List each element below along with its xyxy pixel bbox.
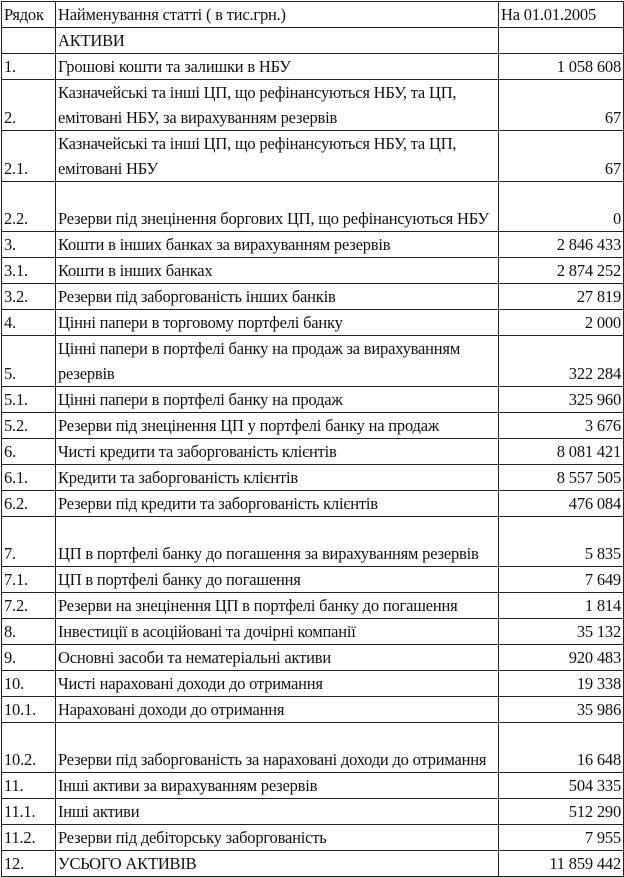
row-value: 920 483 (499, 645, 624, 671)
row-item-name: Кредити та заборгованість клієнтів (56, 465, 499, 491)
row-item-name: Інші активи (56, 799, 499, 825)
row-value: 16 648 (499, 723, 624, 773)
row-item-name: Цінні папери в торговому портфелі банку (56, 310, 499, 336)
table-row (2, 825, 624, 851)
row-number: 5. (2, 336, 56, 387)
row-number: 4. (2, 310, 56, 336)
table-row (2, 465, 624, 491)
table-row (2, 387, 624, 413)
row-number: 7. (2, 517, 56, 567)
table-row (2, 851, 624, 877)
row-number: 3.2. (2, 284, 56, 310)
row-item-name: Резерви під кредити та заборгованість клієнтів (56, 491, 499, 517)
row-value: 11 859 442 (499, 851, 624, 877)
table-row (2, 182, 624, 232)
row-number: 7.1. (2, 567, 56, 593)
row-value: 1 058 608 (499, 54, 624, 80)
row-number: 6. (2, 439, 56, 465)
row-item-name: ЦП в портфелі банку до погашення за вирахуванням резервів (56, 517, 499, 567)
row-number: 1. (2, 54, 56, 80)
row-number: 2.2. (2, 182, 56, 232)
row-value: 8 081 421 (499, 439, 624, 465)
row-value: 512 290 (499, 799, 624, 825)
row-value: 19 338 (499, 671, 624, 697)
row-item-name: Чисті нараховані доходи до отримання (56, 671, 499, 697)
section-value-cell (499, 28, 624, 54)
table-row (2, 517, 624, 567)
row-number: 6.2. (2, 491, 56, 517)
table-row (2, 723, 624, 773)
section-title: АКТИВИ (56, 28, 499, 54)
row-value: 35 132 (499, 619, 624, 645)
row-item-name: Інші активи за вирахуванням резервів (56, 773, 499, 799)
row-number: 2. (2, 80, 56, 131)
row-value: 504 335 (499, 773, 624, 799)
row-value: 8 557 505 (499, 465, 624, 491)
row-value: 2 874 252 (499, 258, 624, 284)
row-number: 8. (2, 619, 56, 645)
row-item-name: Резерви під знецінення боргових ЦП, що рефінансуються НБУ (56, 182, 499, 232)
section-number-cell (2, 28, 56, 54)
row-number: 5.1. (2, 387, 56, 413)
row-value: 7 955 (499, 825, 624, 851)
row-item-name: Інвестиції в асоційовані та дочірні компанії (56, 619, 499, 645)
row-item-name: Кошти в інших банках за вирахуванням резервів (56, 232, 499, 258)
row-value: 5 835 (499, 517, 624, 567)
row-item-name: Казначейські та інші ЦП, що рефінансуються НБУ, та ЦП, емітовані НБУ, за вирахуванням резервів (56, 80, 499, 131)
row-number: 5.2. (2, 413, 56, 439)
section-row (2, 28, 624, 54)
row-number: 2.1. (2, 131, 56, 182)
row-number: 11. (2, 773, 56, 799)
row-value: 0 (499, 182, 624, 232)
table-row (2, 799, 624, 825)
row-number: 10.2. (2, 723, 56, 773)
row-value: 1 814 (499, 593, 624, 619)
header-date: На 01.01.2005 (499, 2, 624, 28)
header-row (2, 2, 624, 28)
table-row (2, 232, 624, 258)
table-row (2, 80, 624, 131)
row-number: 3.1. (2, 258, 56, 284)
row-value: 322 284 (499, 336, 624, 387)
row-value: 3 676 (499, 413, 624, 439)
table-row (2, 439, 624, 465)
row-item-name: Резерви на знецінення ЦП в портфелі банку до погашення (56, 593, 499, 619)
row-item-name: Цінні папери в портфелі банку на продаж (56, 387, 499, 413)
row-item-name: Грошові кошти та залишки в НБУ (56, 54, 499, 80)
row-number: 11.1. (2, 799, 56, 825)
row-number: 10.1. (2, 697, 56, 723)
row-value: 35 986 (499, 697, 624, 723)
row-item-name: Резерви під дебіторську заборгованість (56, 825, 499, 851)
row-item-name: Резерви під заборгованість за нараховані доходи до отримання (56, 723, 499, 773)
table-row (2, 671, 624, 697)
table-row (2, 645, 624, 671)
table-row (2, 54, 624, 80)
table-row (2, 310, 624, 336)
table-row (2, 619, 624, 645)
row-value: 67 (499, 80, 624, 131)
table-row (2, 567, 624, 593)
row-item-name: ЦП в портфелі банку до погашення (56, 567, 499, 593)
balance-sheet-table (1, 1, 624, 877)
row-item-name: Основні засоби та нематеріальні активи (56, 645, 499, 671)
row-number: 6.1. (2, 465, 56, 491)
table-row (2, 593, 624, 619)
row-item-name: Казначейські та інші ЦП, що рефінансуються НБУ, та ЦП, емітовані НБУ (56, 131, 499, 182)
row-value: 7 649 (499, 567, 624, 593)
row-number: 7.2. (2, 593, 56, 619)
row-item-name: Чисті кредити та заборгованість клієнтів (56, 439, 499, 465)
row-item-name: УСЬОГО АКТИВІВ (56, 851, 499, 877)
row-item-name: Цінні папери в портфелі банку на продаж за вирахуванням резервів (56, 336, 499, 387)
row-value: 2 000 (499, 310, 624, 336)
row-value: 325 960 (499, 387, 624, 413)
table-row (2, 336, 624, 387)
row-item-name: Резерви під заборгованість інших банків (56, 284, 499, 310)
row-value: 27 819 (499, 284, 624, 310)
table-row (2, 697, 624, 723)
row-number: 11.2. (2, 825, 56, 851)
row-item-name: Нараховані доходи до отримання (56, 697, 499, 723)
table-row (2, 413, 624, 439)
row-number: 10. (2, 671, 56, 697)
table-row (2, 284, 624, 310)
row-number: 9. (2, 645, 56, 671)
row-item-name: Кошти в інших банках (56, 258, 499, 284)
row-value: 67 (499, 131, 624, 182)
row-item-name: Резерви під знецінення ЦП у портфелі банку на продаж (56, 413, 499, 439)
table-row (2, 131, 624, 182)
table-row (2, 773, 624, 799)
header-row-number: Рядок (2, 2, 56, 28)
table-row (2, 258, 624, 284)
header-item-name: Найменування статті ( в тис.грн.) (56, 2, 499, 28)
row-value: 476 084 (499, 491, 624, 517)
row-value: 2 846 433 (499, 232, 624, 258)
row-number: 12. (2, 851, 56, 877)
row-number: 3. (2, 232, 56, 258)
table-row (2, 491, 624, 517)
